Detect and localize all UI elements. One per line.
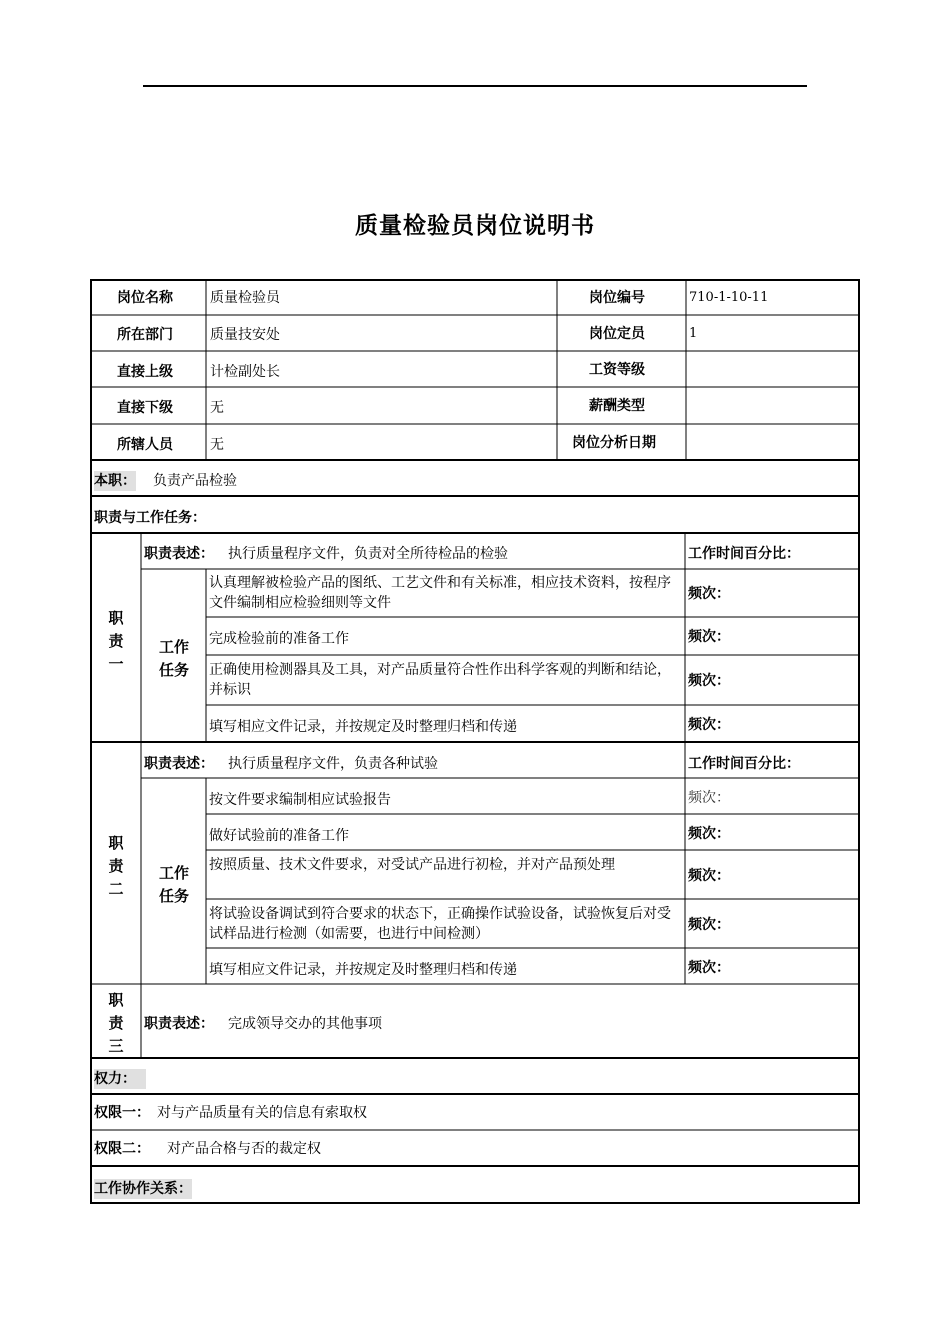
post-name-value: 质量检验员 (210, 290, 280, 306)
resp2-task-1: 按文件要求编制相应试验报告 (209, 792, 391, 808)
resp2-desc: 执行质量程序文件，负责各种试验 (228, 756, 438, 772)
resp1-desc: 执行质量程序文件，负责对全所待检品的检验 (228, 546, 508, 562)
resp1-task-label: 工作 任务 (158, 638, 189, 679)
dept-value: 质量技安处 (210, 327, 280, 343)
resp2-task-5-freq: 频次： (688, 960, 730, 976)
resp2-task-label: 工作 任务 (158, 864, 189, 905)
resp1-time-pct-label: 工作时间百分比： (688, 546, 800, 562)
resp1-desc-label: 职责表述： (144, 546, 214, 562)
resp2-task-4: 将试验设备调试到符合要求的状态下，正确操作试验设备，试验恢复后对受试样品进行检测（如需要，也进行中间检测） (209, 906, 671, 942)
analysis-date-label: 岗位分析日期 (572, 435, 656, 451)
resp1-label: 职 责 一 (108, 609, 124, 673)
resp2-task-3: 按照质量、技术文件要求，对受试产品进行初检，并对产品预处理 (209, 857, 615, 873)
table-grid (90, 279, 860, 1204)
resp1-task-3: 正确使用检测器具及工具，对产品质量符合性作出科学客观的判断和结论，并标识 (209, 662, 671, 698)
resp3-label: 职 责 三 (108, 991, 124, 1055)
resp2-task-4-freq: 频次： (688, 917, 730, 933)
resp2-task-1-freq: 频次： (688, 790, 730, 806)
duties-header: 职责与工作任务： (94, 510, 206, 526)
job-description-table (90, 279, 860, 1204)
resp1-task-4-freq: 频次： (688, 717, 730, 733)
post-no-label: 岗位编号 (589, 290, 645, 306)
quota-value: 1 (689, 326, 698, 341)
subordinate-value: 无 (210, 400, 224, 416)
superior-label: 直接上级 (117, 364, 173, 380)
power-item-2-text: 对产品合格与否的裁定权 (167, 1141, 321, 1157)
resp1-task-1: 认真理解被检验产品的图纸、工艺文件和有关标准，相应技术资料，按程序文件编制相应检验细则等文件 (209, 575, 671, 611)
resp2-task-2: 做好试验前的准备工作 (209, 828, 349, 844)
pay-type-label: 薪酬类型 (589, 398, 645, 414)
resp2-time-pct-label: 工作时间百分比： (688, 756, 800, 772)
header-rule (143, 85, 807, 87)
superior-value: 计检副处长 (210, 364, 280, 380)
resp2-task-2-freq: 频次： (688, 826, 730, 842)
power-label: 权力： (94, 1069, 146, 1089)
subordinate-label: 直接下级 (117, 400, 173, 416)
resp2-task-3-freq: 频次： (688, 868, 730, 884)
resp1-task-2-freq: 频次： (688, 629, 730, 645)
resp2-label: 职 责 二 (108, 834, 124, 898)
power-item-2-label: 权限二： (94, 1141, 150, 1157)
quota-label: 岗位定员 (589, 326, 645, 342)
resp1-task-4: 填写相应文件记录，并按规定及时整理归档和传递 (209, 719, 517, 735)
resp2-desc-label: 职责表述： (144, 756, 214, 772)
post-name-label: 岗位名称 (117, 290, 173, 306)
post-no-value: 710-1-10-11 (689, 290, 769, 305)
staff-label: 所辖人员 (117, 437, 173, 453)
power-item-1-label: 权限一： (94, 1105, 150, 1121)
duty-text: 负责产品检验 (153, 473, 237, 489)
resp3-desc: 完成领导交办的其他事项 (228, 1016, 382, 1032)
coop-label: 工作协作关系： (94, 1181, 192, 1197)
resp1-task-3-freq: 频次： (688, 673, 730, 689)
staff-value: 无 (210, 437, 224, 453)
power-item-1-text: 对与产品质量有关的信息有索取权 (157, 1105, 367, 1121)
dept-label: 所在部门 (117, 327, 173, 343)
duty-label: 本职： (94, 473, 136, 489)
resp3-desc-label: 职责表述： (144, 1016, 214, 1032)
grade-label: 工资等级 (589, 362, 645, 378)
resp1-task-2: 完成检验前的准备工作 (209, 631, 349, 647)
resp2-task-5: 填写相应文件记录，并按规定及时整理归档和传递 (209, 962, 517, 978)
resp1-task-1-freq: 频次： (688, 586, 730, 602)
page-title: 质量检验员岗位说明书 (355, 213, 595, 239)
